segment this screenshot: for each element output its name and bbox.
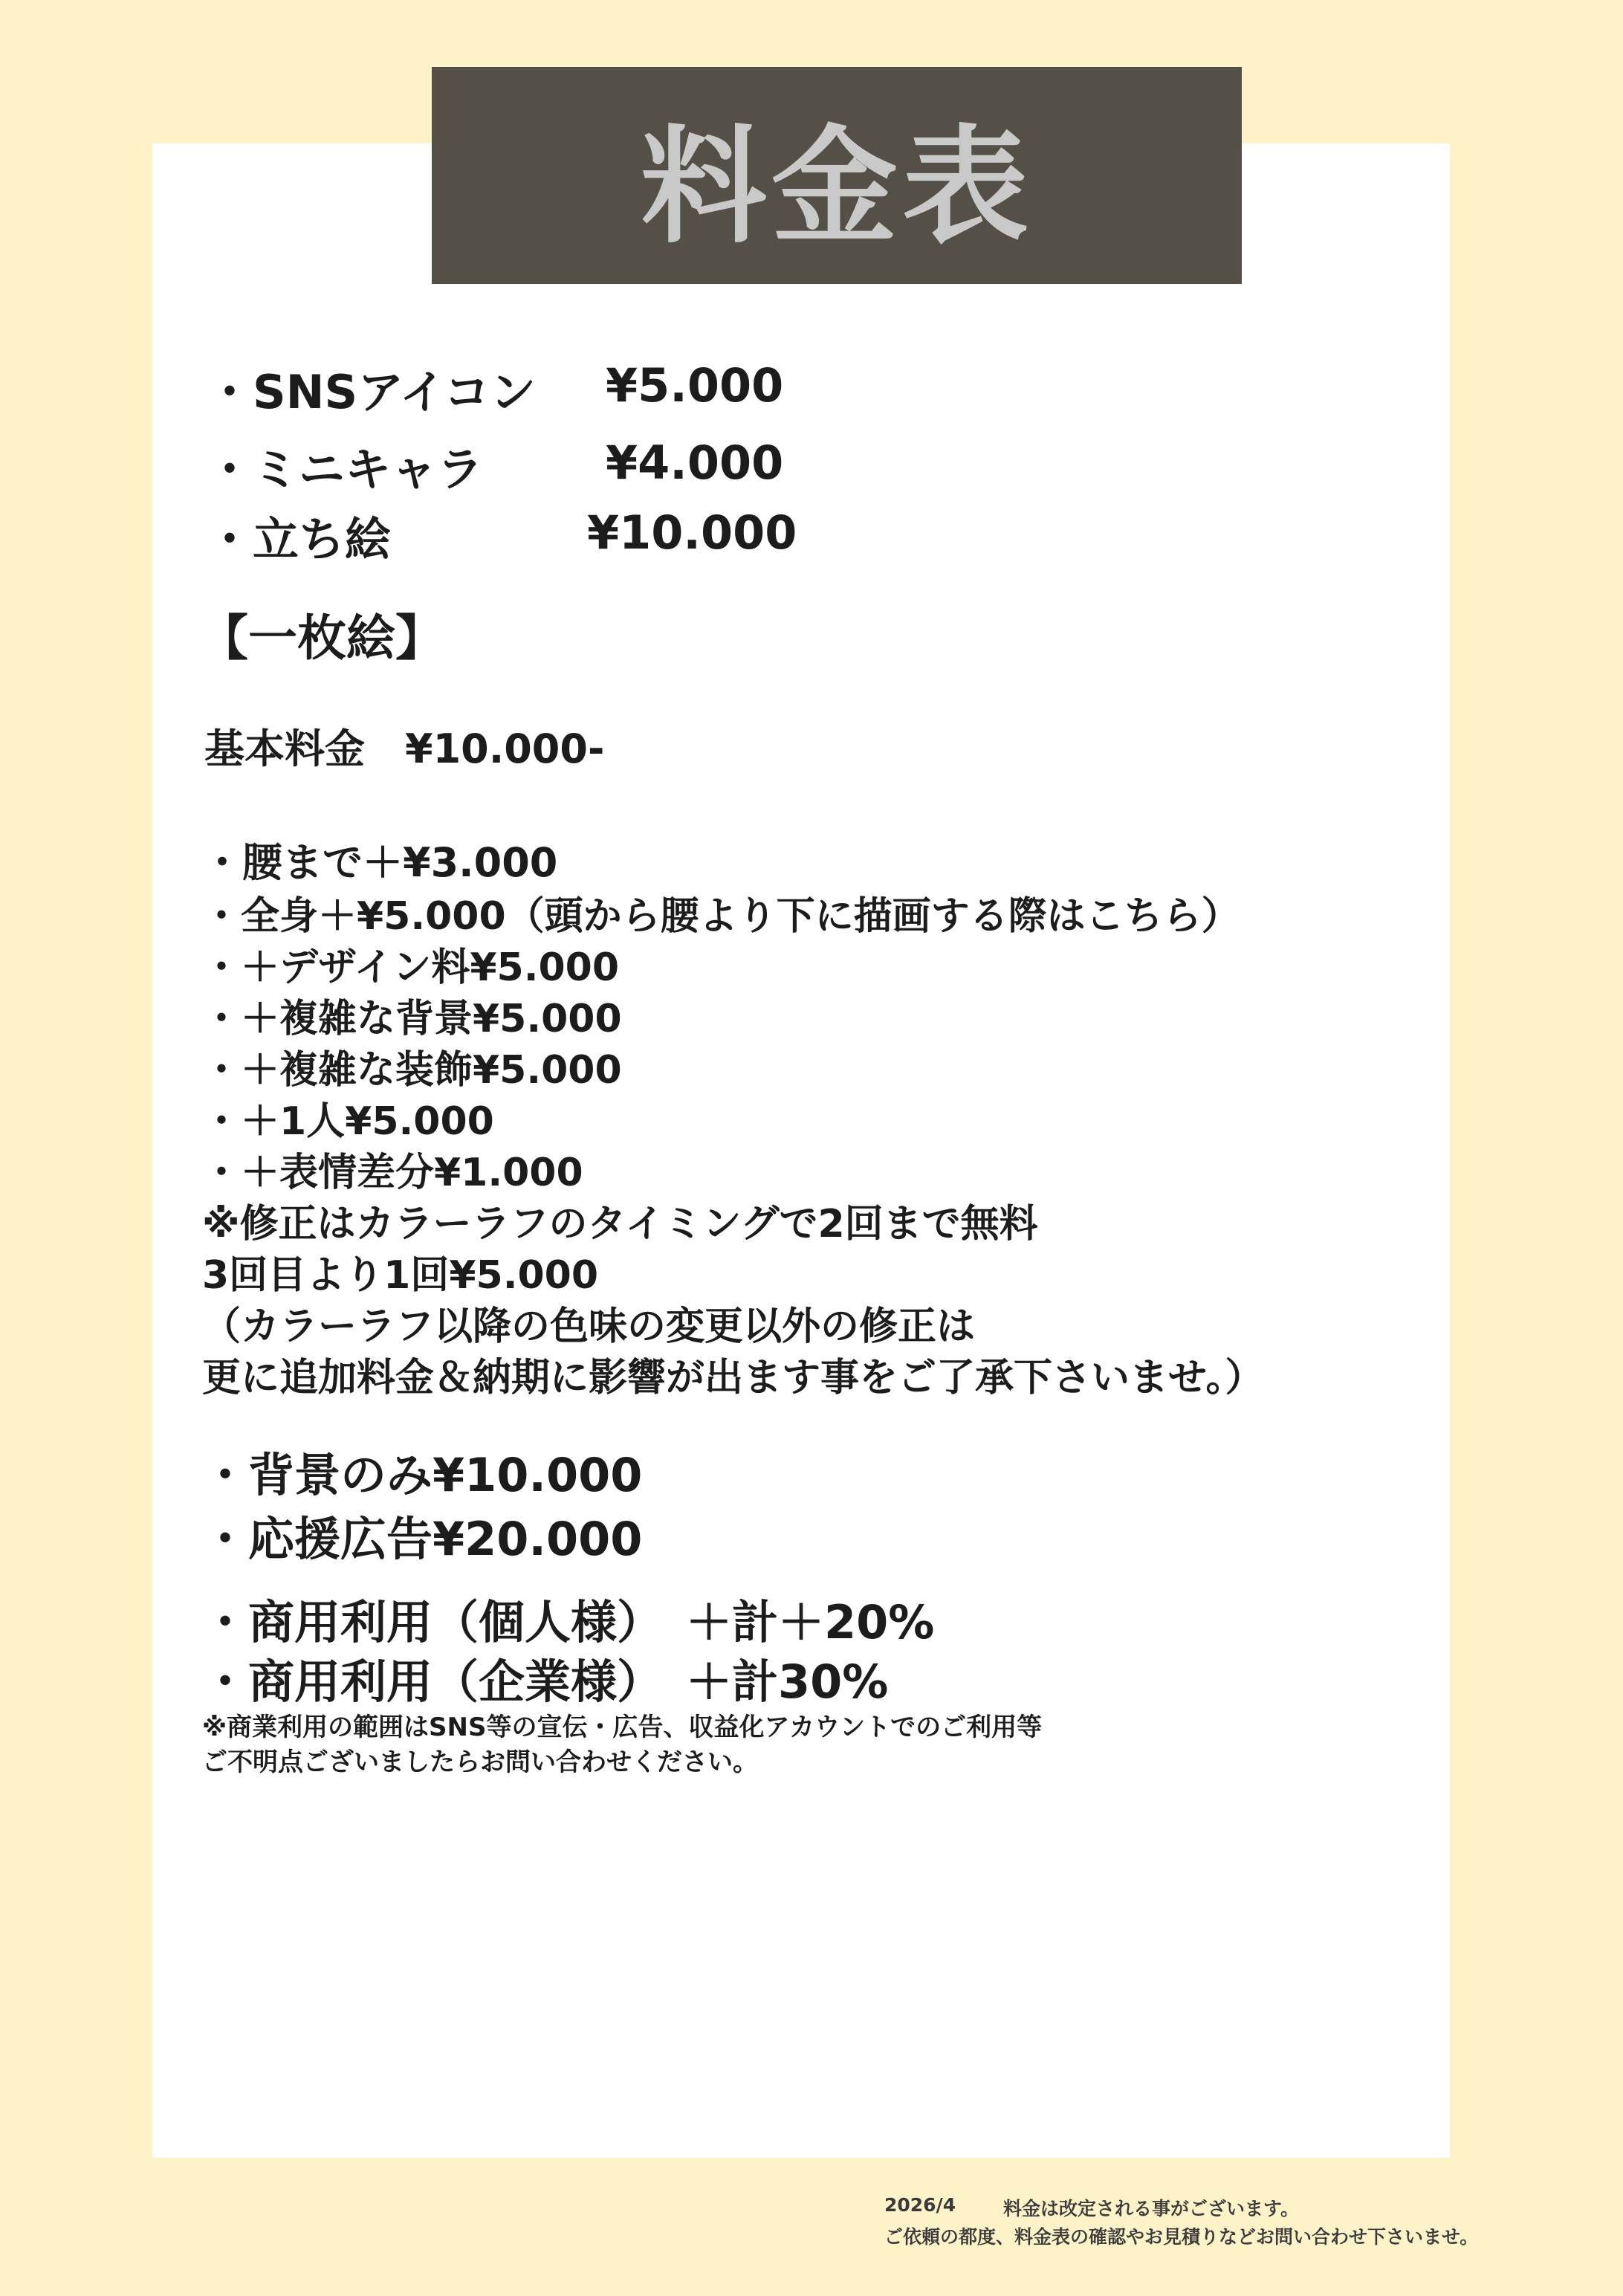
extra-line: ・応援広告¥20.000 [202,1512,643,1566]
section-heading: 【一枚絵】 [199,609,444,667]
option-line: ・＋複雑な背景¥5.000 [202,997,622,1041]
note-text: ご不明点ございましたらお問い合わせください。 [202,1747,758,1777]
item-label-mini-chara: ・ミニキャラ [207,442,484,497]
commercial-line: ・商用利用（企業様） ＋計30% [202,1655,889,1709]
base-fee: 基本料金 ¥10.000- [204,725,605,772]
extra-line: ・背景のみ¥10.000 [202,1448,643,1502]
note-line: 更に追加料金＆納期に影響が出ます事をご了承下さいませ。） [202,1356,1264,1400]
page-title: 料金表 [640,113,1033,261]
footer-date: 2026/4 [884,2194,956,2216]
item-price-tachie: ¥10.000 [587,505,797,560]
option-line: ・腰まで＋¥3.000 [202,839,558,886]
note-line: ※修正はカラーラフのタイミングで2回まで無料 [202,1202,1038,1246]
item-price-sns-icon: ¥5.000 [606,358,784,413]
footer-line1: 料金は改定される事がございます。 [1003,2198,1300,2219]
commercial-line: ・商用利用（個人様） ＋計＋20% [202,1595,935,1649]
item-label-tachie: ・立ち絵 [207,512,392,566]
item-price-mini-chara: ¥4.000 [606,436,784,490]
item-label-sns-icon: ・SNSアイコン [207,365,537,419]
note-line: （カラーラフ以降の色味の変更以外の修正は [202,1304,976,1349]
option-line: ・＋表情差分¥1.000 [202,1151,583,1195]
note-line: 3回目より1回¥5.000 [202,1253,599,1298]
note-text: ※商業利用の範囲はSNS等の宣伝・広告、収益化アカウントでのご利用等 [202,1713,1043,1742]
option-line: ・＋1人¥5.000 [202,1099,494,1144]
option-line: ・＋複雑な装飾¥5.000 [202,1048,622,1093]
option-line: ・全身＋¥5.000（頭から腰より下に描画する際はこちら） [202,894,1240,939]
option-line: ・＋デザイン料¥5.000 [202,945,620,990]
footer-line2: ご依頼の都度、料金表の確認やお見積りなどお問い合わせ下さいませ。 [884,2226,1479,2248]
